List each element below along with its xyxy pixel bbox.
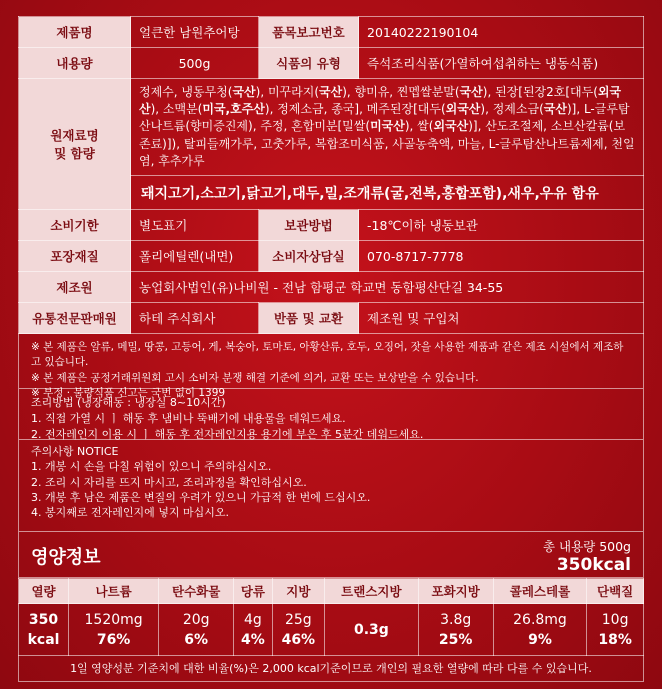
nutrient-header: 열량 [19,579,69,604]
volume-value: 500g [131,48,259,79]
nutrient-header: 트랜스지방 [325,579,419,604]
ingredient-text: ), 쌀( [404,119,434,134]
report-number-label: 품목보고번호 [259,17,359,48]
ingredient-text: ), 정제소금, 종국], 메주된장[대두( [264,102,446,117]
ingredient-text: ), 정제소금( [480,102,544,117]
packaging-label: 포장재질 [19,241,131,272]
consumer-center-value: 070-8717-7778 [359,241,644,272]
nutrient-value: 26.8mg [513,611,567,628]
ingredient-text: )], 산도조절제, 소브산칼륨(보존료)]), 탈피들깨가루, 고춧가루, 복합조미식품, 사골농축액, 마늘, L-글루탐산나트륨제제, 천일염, 후추가루 [139,119,635,168]
ingredient-text: ), 향미유, 찐멥쌀분말( [342,85,460,99]
nutrient-cell [325,604,419,656]
origin-text: 외국산 [139,85,622,117]
expiry-label: 소비기한 [19,210,131,241]
nutrient-cell [69,604,159,656]
nutrient-value: 0.3g [353,621,389,638]
nutrient-cell [159,604,234,656]
nutrient-value: 10g [601,611,629,628]
nutrition-table [18,578,644,656]
origin-text: 국산 [543,102,567,117]
raw-materials-label-line1: 원재료명 [50,128,99,143]
nutrient-header: 지방 [272,579,325,604]
cooking-method-box [18,389,644,440]
caution-item: 1. 개봉 시 손을 다칠 위험이 있으니 주의하십시오. [31,460,272,474]
return-value: 제조원 및 구입처 [359,303,644,334]
nutrient-value: 1520mg [84,611,143,628]
raw-materials-value [131,79,644,176]
raw-materials-label-line2: 및 함량 [54,146,95,161]
nutrition-total-volume: 총 내용량 500g [542,539,631,555]
nutrient-value: 3.8g [440,611,472,628]
food-type-value: 즉석조리식품(가열하여섭취하는 냉동식품) [359,48,644,79]
food-type-label: 식품의 유형 [259,48,359,79]
nutrient-percent: 9% [528,631,552,648]
caution-item: 3. 개봉 후 남은 제품은 변질의 우려가 있으니 가급적 한 번에 드십시오. [31,490,371,504]
consumer-center-label: 소비자상담실 [259,241,359,272]
nutrition-footnote: 1일 영양성분 기준치에 대한 비율(%)은 2,000 kcal기준이므로 개인의 필요한 열량에 따라 다를 수 있습니다. [18,656,644,682]
allergen-info: 돼지고기,소고기,닭고기,대두,밀,조개류(굴,전복,홍합포함),새우,우유 함유 [131,176,644,210]
caution-item: 4. 봉지째로 전자레인지에 넣지 마십시오. [31,506,229,520]
origin-text: 국산 [232,85,256,99]
product-info-table [18,16,644,334]
origin-text: 외국산 [445,102,481,117]
origin-text: 미국산 [370,119,405,134]
nutrition-title: 영양정보 [31,547,101,569]
nutrition-header [18,532,644,578]
nutrient-header: 당류 [234,579,272,604]
manufacturer-label: 제조원 [19,272,131,303]
nutrient-value: 350 [28,611,59,628]
cooking-method-step: 2. 전자레인지 이용 시 ㅣ 해동 후 전자레인지용 용기에 부은 후 5분간 데워드세요. [31,428,424,442]
nutrient-header: 탄수화물 [159,579,234,604]
nutrient-header: 포화지방 [418,579,493,604]
ingredient-text: ), 된장[된장2호[대두( [482,85,598,99]
raw-materials-label [19,79,131,210]
storage-label: 보관방법 [259,210,359,241]
ingredient-text: ), 미꾸라지( [255,85,320,99]
nutrient-percent: 25% [438,631,473,648]
ingredient-text: ), 소맥분( [150,102,203,117]
nutrient-percent: 18% [598,631,632,648]
caution-title: 주의사항 NOTICE [31,445,119,459]
manufacturer-value: 농업회사법인(유)나비원 - 전남 함평군 학교면 동함평산단길 34-55 [131,272,644,303]
nutrient-header: 나트륨 [69,579,159,604]
product-name-value: 얼큰한 남원추어탕 [131,17,259,48]
notice-line: ※ 본 제품은 공정거래위원회 고시 소비자 분쟁 해결 기준에 의거, 교환 또는 보상받을 수 있습니다. [31,371,479,384]
nutrient-percent: 46% [281,631,316,648]
ingredient-text: 정제수, 냉동무청( [139,85,233,99]
notice-box [18,334,644,399]
product-label [18,16,644,676]
product-name-label: 제품명 [19,17,131,48]
notice-line: ※ 본 제품은 알류, 메밀, 땅콩, 고등어, 게, 복숭아, 토마토, 아황산류, 호두, 오징어, 잣을 사용한 제품과 같은 제조 시설에서 제조하고 있습니다. [31,341,624,369]
origin-text: 국산 [319,85,343,99]
notice-line: ※ 부정 · 불량식품 신고는 국번 없이 1399 [31,386,226,399]
nutrient-percent: 6% [184,631,209,648]
nutrient-value: 4g [244,611,262,628]
packaging-value: 폴리에틸렌(내면) [131,241,259,272]
origin-text: 국산 [459,85,483,99]
storage-value: -18℃이하 냉동보관 [359,210,644,241]
nutrient-percent: 76% [96,631,131,648]
distributor-value: 하테 주식회사 [131,303,259,334]
caution-item: 2. 조리 시 자리를 뜨지 마시고, 조리과정을 확인하십시오. [31,475,307,489]
nutrient-percent: kcal [27,631,60,648]
nutrient-header: 콜레스테롤 [493,579,587,604]
nutrient-cell [19,604,69,656]
nutrient-cell [493,604,587,656]
origin-text: 외국산 [433,119,469,134]
nutrient-header: 단백질 [587,579,644,604]
expiry-value: 별도표기 [131,210,259,241]
origin-text: 미국,호주산 [202,102,265,117]
report-number-value: 20140222190104 [359,17,644,48]
nutrient-cell [234,604,272,656]
nutrient-percent: 4% [241,631,265,648]
nutrient-value: 25g [284,611,312,628]
cooking-method-step: 1. 직접 가열 시 ㅣ 해동 후 냄비나 뚝배기에 내용물을 데워드세요. [31,412,346,426]
nutrition-total-kcal: 350kcal [556,555,631,576]
return-label: 반품 및 교환 [259,303,359,334]
nutrient-value: 20g [182,611,210,628]
nutrient-cell [418,604,493,656]
nutrient-cell [272,604,325,656]
caution-box [18,440,644,532]
ingredient-text: )], L-글루탐산나트륨(향미증진제), 주정, 혼합미분[밀쌀( [139,102,630,134]
cooking-method-title: 조리방법 (냉장해동 : 냉장실 8~10시간) [31,396,226,410]
distributor-label: 유통전문판매원 [19,303,131,334]
volume-label: 내용량 [19,48,131,79]
nutrient-cell [587,604,644,656]
